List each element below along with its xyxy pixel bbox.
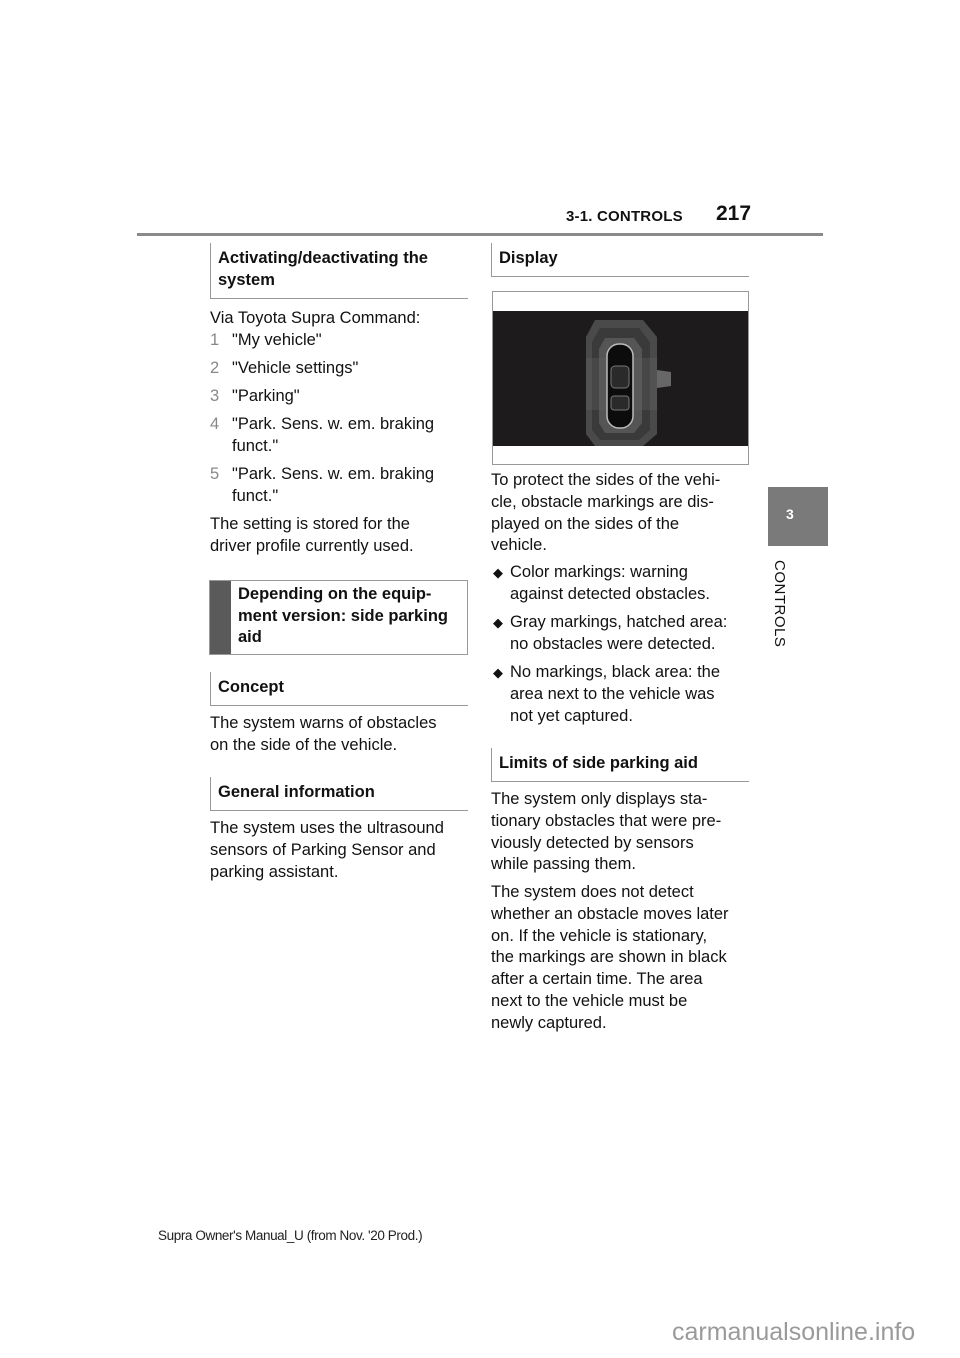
header-rule [137,233,823,236]
limits-text-1: The system only displays sta- tionary obstacles that were pre- viously detected by sensors while passing them. [491,790,722,874]
step-text: "Vehicle settings" [232,359,359,377]
general-text: The system uses the ultrasound sensors of Parking Sensor and parking assistant. [210,819,444,881]
step-number: 5 [210,465,220,483]
step-text: "My vehicle" [232,331,322,349]
chapter-tab [768,487,828,546]
step-number: 4 [210,415,220,433]
step-text: "Parking" [232,387,300,405]
concept-text: The system warns of obstacles on the side of the vehicle. [210,714,437,754]
step-number: 1 [210,331,220,349]
page-number: 217 [716,202,752,225]
chapter-number: 3 [786,506,794,522]
step-text: "Park. Sens. w. em. braking funct." [232,415,435,455]
heading-limits-text: Limits of side parking aid [499,754,698,772]
step-number: 3 [210,387,220,405]
bullet-text: Gray markings, hatched area: no obstacles were detected. [510,613,728,653]
heading-display-text: Display [499,249,558,267]
watermark: carmanualsonline.info [672,1318,916,1346]
heading-activating-text: Activating/deactivating the system [218,249,428,289]
bullet-icon: ◆ [493,665,503,680]
bullet-icon: ◆ [493,565,503,580]
via-command-text: Via Toyota Supra Command: [210,309,421,327]
bullet-icon: ◆ [493,615,503,630]
setting-stored-text: The setting is stored for the driver profile currently used. [210,515,414,555]
equipment-box [209,580,468,655]
step-text: "Park. Sens. w. em. braking funct." [232,465,435,505]
heading-display [491,243,749,277]
equipment-box-heading: Depending on the equip- ment version: side parking aid [238,585,448,646]
chapter-label: CONTROLS [771,560,788,648]
display-intro-text: To protect the sides of the vehi- cle, obstacle markings are dis- played on the sides of the vehicle. [491,471,721,555]
display-image [492,291,749,465]
heading-concept-text: Concept [218,678,284,696]
footer-manual-title: Supra Owner's Manual_U (from Nov. '20 Prod.) [158,1228,423,1243]
heading-concept [210,672,468,706]
heading-limits [491,748,749,782]
limits-text-2: The system does not detect whether an obstacle moves later on. If the vehicle is stationary, the markings are shown in black after a certain time. The area next to the vehicle must be newly captured. [491,883,729,1032]
bullet-text: No markings, black area: the area next to the vehicle was not yet captured. [510,663,721,725]
heading-activating [210,243,468,299]
step-number: 2 [210,359,220,377]
heading-general-text: General information [218,783,375,801]
bullet-text: Color markings: warning against detected obstacles. [510,563,710,603]
box-bar [210,581,231,654]
heading-general [210,777,468,811]
side-parking-display-illustration [493,292,748,464]
section-title: 3-1. CONTROLS [566,208,683,225]
